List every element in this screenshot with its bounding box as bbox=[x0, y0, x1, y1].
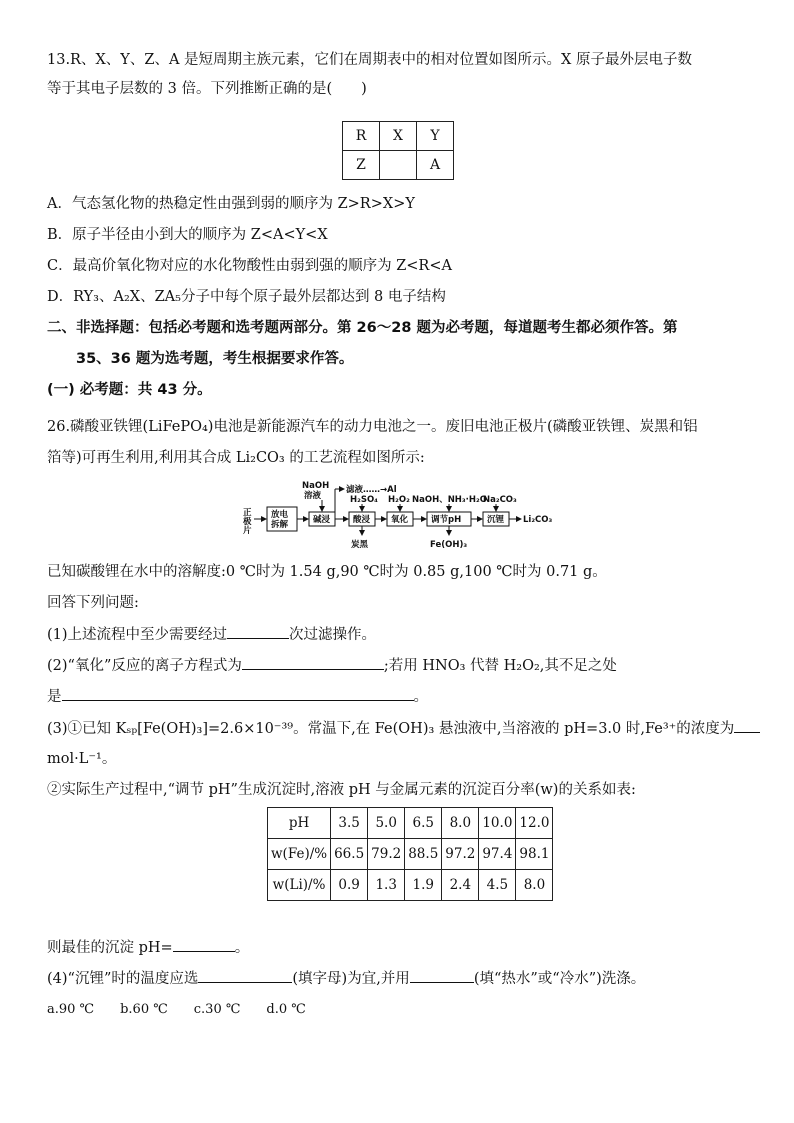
q26-part2: (2)“氧化”反应的离子方程式为 ;若用 HNO₃ 代替 H₂O₂,其不足之处 bbox=[47, 655, 617, 676]
flow-start-label-1: 正 bbox=[243, 508, 252, 518]
flow-na2co3-label: Na₂CO₃ bbox=[483, 495, 517, 505]
answer-blank-2b[interactable] bbox=[62, 686, 414, 701]
answer-blank-3b[interactable] bbox=[173, 937, 235, 952]
section2-required: (一) 必考题：共 43 分。 bbox=[47, 382, 212, 398]
q13-option-a: A．气态氢化物的热稳定性由强到弱的顺序为 Z>R>X>Y bbox=[47, 196, 415, 212]
q26-part1: (1)上述流程中至少需要经过 次过滤操作。 bbox=[47, 624, 376, 645]
flow-box-alkali-leach-label: 碱浸 bbox=[313, 515, 331, 525]
flow-product-label: Li₂CO₃ bbox=[523, 515, 553, 525]
flow-naoh-nh3-label: NaOH、NH₃·H₂O bbox=[412, 495, 487, 505]
q26-part3-unit: mol·L⁻¹。 bbox=[47, 751, 117, 767]
q26-part4-options: a.90 ℃ b.60 ℃ c.30 ℃ d.0 ℃ bbox=[47, 1002, 306, 1017]
q13-option-d: D．RY₃、A₂X、ZA₅分子中每个原子最外层都达到 8 电子结构 bbox=[47, 289, 446, 305]
q26-line1: 26.磷酸亚铁锂(LiFePO₄)电池是新能源汽车的动力电池之一。废旧电池正极片(磷酸亚铁锂、炭黑和铝 bbox=[47, 419, 698, 435]
answer-blank-3a[interactable] bbox=[734, 718, 760, 733]
cell-a: A bbox=[417, 151, 454, 180]
flow-start-label-3: 片 bbox=[243, 526, 252, 536]
flow-box-adjust-ph-label: 调节pH bbox=[431, 515, 462, 525]
cell-empty bbox=[380, 151, 417, 180]
q26-line2: 箔等)可再生利用,利用其合成 Li₂CO₃ 的工艺流程如图所示: bbox=[47, 450, 425, 466]
cell-r: R bbox=[343, 122, 380, 151]
section2-line1: 二、非选择题：包括必考题和选考题两部分。第 26～28 题为必考题，每道题考生都必须作答。第 bbox=[47, 320, 678, 336]
q26-part3-line1: (3)①已知 Kₛₚ[Fe(OH)₃]=2.6×10⁻³⁹。常温下,在 Fe(OH)₃ 悬浊液中,当溶液的 pH=3.0 时,Fe³⁺的浓度为 bbox=[47, 718, 760, 739]
answer-blank-4b[interactable] bbox=[410, 968, 474, 983]
q13-option-c: C．最高价氧化物对应的水化物酸性由弱到强的顺序为 Z<R<A bbox=[47, 258, 452, 274]
section2-line2: 35、36 题为选考题，考生根据要求作答。 bbox=[76, 351, 354, 367]
flow-h2o2-label: H₂O₂ bbox=[388, 495, 410, 505]
flow-carbon-label: 炭黑 bbox=[351, 540, 369, 550]
table-row: w(Li)/% 0.9 1.3 1.9 2.4 4.5 8.0 bbox=[268, 870, 553, 901]
flow-feoh3-label: Fe(OH)₃ bbox=[430, 540, 468, 550]
flow-box-acid-leach-label: 酸浸 bbox=[353, 515, 371, 525]
ph-precipitation-table bbox=[267, 807, 553, 901]
q26-part3-line2: ②实际生产过程中,“调节 pH”生成沉淀时,溶液 pH 与金属元素的沉淀百分率(w)的关系如表: bbox=[47, 782, 636, 798]
table-row: w(Fe)/% 66.5 79.2 88.5 97.2 97.4 98.1 bbox=[268, 839, 553, 870]
flow-h2so4-label: H₂SO₄ bbox=[350, 495, 378, 505]
q26-answer-prompt: 回答下列问题: bbox=[47, 595, 139, 611]
element-position-table bbox=[342, 121, 454, 180]
q26-part3-best-ph: 则最佳的沉淀 pH= 。 bbox=[47, 937, 249, 958]
table-row: pH 3.5 5.0 6.5 8.0 10.0 12.0 bbox=[268, 808, 553, 839]
flow-box-discharge-label-1: 放电 bbox=[271, 510, 289, 520]
q26-part2-cont: 是 。 bbox=[47, 686, 428, 707]
process-flow-diagram bbox=[240, 481, 560, 553]
q13-option-b: B．原子半径由小到大的顺序为 Z<A<Y<X bbox=[47, 227, 328, 243]
answer-blank-1[interactable] bbox=[227, 624, 289, 639]
q26-part4: (4)“沉锂”时的温度应选 (填字母)为宜,并用 (填“热水”或“冷水”)洗涤。 bbox=[47, 968, 645, 989]
flow-box-oxidize-label: 氧化 bbox=[391, 515, 409, 525]
cell-z: Z bbox=[343, 151, 380, 180]
flow-box-discharge-label-2: 拆解 bbox=[271, 520, 289, 530]
flow-naoh-solution-label: 溶液 bbox=[304, 491, 322, 501]
flow-box-precipitate-li-label: 沉锂 bbox=[487, 515, 505, 525]
flow-start-label-2: 极 bbox=[243, 517, 252, 527]
q26-solubility: 已知碳酸锂在水中的溶解度:0 ℃时为 1.54 g,90 ℃时为 0.85 g,100 ℃时为 0.71 g。 bbox=[47, 564, 607, 580]
q13-line2: 等于其电子层数的 3 倍。下列推断正确的是( ) bbox=[47, 81, 367, 97]
answer-blank-4a[interactable] bbox=[198, 968, 292, 983]
cell-x: X bbox=[380, 122, 417, 151]
answer-blank-2a[interactable] bbox=[242, 655, 384, 670]
flow-naoh-label: NaOH bbox=[302, 481, 330, 491]
flow-filtrate-label: 滤液……→Al bbox=[346, 485, 397, 495]
cell-y: Y bbox=[417, 122, 454, 151]
q13-line1: 13.R、X、Y、Z、A 是短周期主族元素，它们在周期表中的相对位置如图所示。X 原子最外层电子数 bbox=[47, 52, 692, 68]
